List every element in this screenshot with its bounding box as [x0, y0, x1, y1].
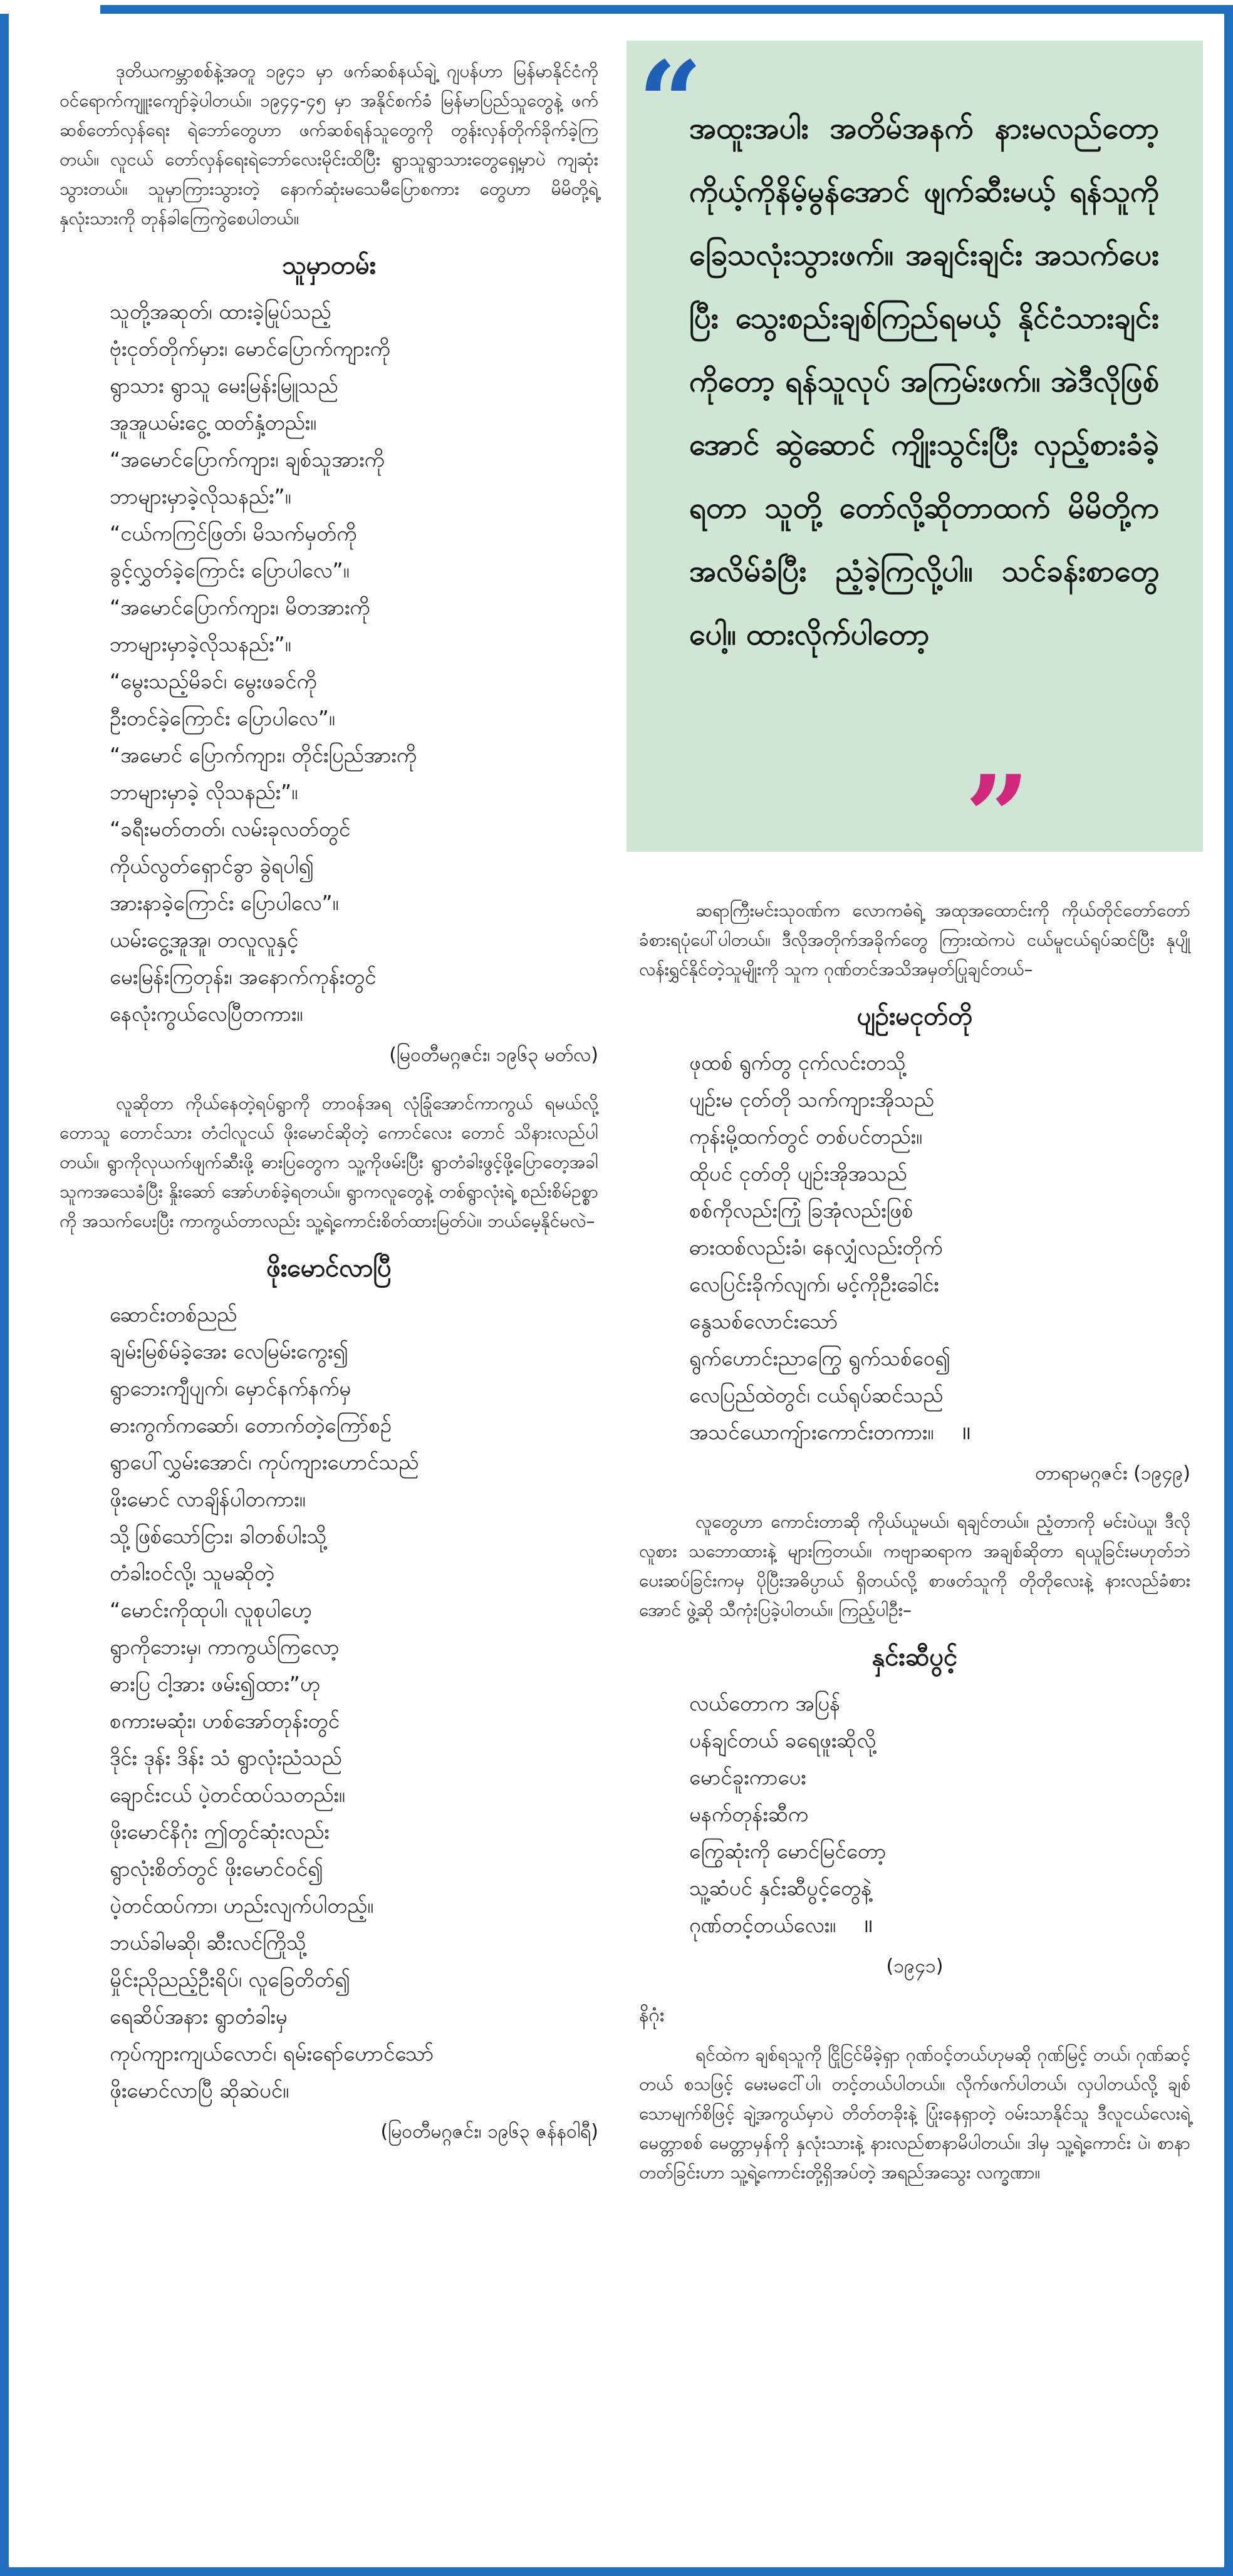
poem3-line: ပျဉ်းမ ငုတ်တို သက်ကျားအိုသည် — [689, 1087, 934, 1112]
poem1-line: အူအူယမ်းငွေ့ ထတ်နှံ့တည်း။ — [110, 410, 317, 435]
close-quote-mark-icon: ” — [965, 751, 1030, 883]
poem3-line: လေပြည်ထဲတွင်၊ ငယ်ရုပ်ဆင်သည် — [689, 1383, 944, 1407]
poem2-line: “မောင်းကိုထုပါ၊ လူစုပါဟေ့ — [110, 1598, 312, 1622]
paragraph-3: ဆရာကြီးမင်းသုဝဏ်က လောကဓံရဲ့ အထုအထောင်းကို ကိုယ်တိုင်တော်တော်ခံစားရပုံပေါ်ပါတယ်။ ဒီလိုအတိုက်အခိုက်တွေ ကြားထဲကပဲ ငယ်မူငယ်ရုပ်ဆင်ပြီး နုပျိုလန်းရွှင်နိုင်တဲ့သူမျိုးကို သူက ဂုဏ်တင်အသိအမှတ်ပြုချင်တယ်– — [639, 900, 1190, 980]
poem1-line: ဦးတင်ခဲ့ကြောင်း ပြောပါလေ”။ — [110, 706, 335, 730]
poem1-line: ယမ်းငွေ့အူအူ၊ တလူလူနှင့် — [110, 928, 299, 952]
poem4-line — [689, 1906, 1190, 1943]
poem1-line: ရွာသား ရွာသူ မေးမြန်းမြူသည် — [110, 373, 338, 398]
poem2-line: ကုပ်ကျားကျယ်လောင်၊ ရမ်းရော်ဟောင်သော် — [110, 2041, 434, 2066]
poem1-line: ခွင့်လွှတ်ခဲ့ကြောင်း ပြောပါလေ”။ — [110, 558, 350, 582]
poem3-last-line: အသင်ယောကျ်ားကောင်းတကား။ — [689, 1420, 934, 1444]
poem3-line: ထိုပင် ငုတ်တို ပျဉ်းအိုအသည် — [689, 1161, 907, 1186]
poem3-line: လေပြင်းခိုက်လျက်၊ မင့်ကိုဦးခေါင်း — [689, 1272, 939, 1296]
poem3-line: နွေသစ်လောင်းသော် — [689, 1309, 838, 1333]
poem2-line: ဘယ်ခါမဆို၊ ဆီးလင်ကြိုသို့ — [110, 1930, 306, 1955]
poem4-title: နှင်းဆီပွင့် — [871, 1643, 958, 1672]
poem4-line: မောင်ခူးကာပေး — [689, 1765, 806, 1789]
poem3-citation: တာရာမဂ္ဂဇင်း (၁၉၄၉) — [1035, 1462, 1190, 1484]
poem2-line: ဓားပြ ငါ့အား ဖမ်း၍ထား”ဟု — [110, 1672, 321, 1696]
left-column — [60, 56, 598, 2165]
poem1-body — [110, 293, 598, 1032]
poem1-line: အားနာခဲ့ကြောင်း ပြောပါလေ”။ — [110, 891, 339, 915]
poem1-line: သူတို့အဆုတ်၊ ထားခဲ့မြုပ်သည့် — [110, 299, 331, 324]
page-border-top-inner — [100, 0, 1233, 5]
pull-quote-box — [627, 37, 1203, 883]
poem1-line: ကိုယ်လွတ်ရှောင်ခွာ ခွဲရပါ၍ — [110, 854, 315, 878]
poem4-last-line: ဂုဏ်တင့်တယ်လေး။ — [689, 1913, 836, 1937]
poem2-line: ရွာကိုဘေးမှ၊ ကာကွယ်ကြလော့ — [110, 1635, 340, 1659]
page-border-bottom — [0, 2567, 1233, 2576]
poem1-line: “အမောင်ပြောက်ကျား၊ မိတအားကို — [110, 595, 370, 619]
poem4-citation: (၁၉၄၁) — [886, 1955, 944, 1977]
poem3-line: ဓားထစ်လည်းခံ၊ နေလျှံလည်းတိုက် — [689, 1235, 943, 1260]
poem4-end-mark: ॥ — [861, 1915, 873, 1937]
pull-quote-text: အထူးအပါး အတိမ်အနက် နားမလည်တော့ ကိုယ့်ကိုနိမ့်မွန်အောင် ဖျက်ဆီးမယ့် ရန်သူကို ခြေသလုံးသွားဖက်။ အချင်းချင်း အသက်ပေးပြီး သွေးစည်းချစ်ကြည်ရမယ့် နိုင်ငံသားချင်းကိုတော့ ရန်သူလုပ် အကြမ်းဖက်။ အဲဒီလိုဖြစ်အောင် ဆွဲဆောင် ကျိုးသွင်းပြီး လှည့်စားခံခဲ့ရတာ သူတို့ တော်လို့ဆိုတာထက် မိမိတို့က အလိမ်ခံပြီး ညံ့ခဲ့ကြလို့ပါ။ သင်ခန်းစာတွေပေါ့။ ထားလိုက်ပါတော့ — [689, 111, 1159, 652]
poem3-line — [689, 1414, 1190, 1451]
poem2-line: ရွာဘေးကျီပျက်၊ မှောင်နက်နက်မှ — [110, 1376, 351, 1400]
poem1-line: “အမောင် ပြောက်ကျား၊ တိုင်းပြည်အားကို — [110, 743, 417, 767]
poem2-line: စကားမဆုံး၊ ဟစ်အော်တုန်းတွင် — [110, 1709, 340, 1733]
poem2-line: သို့ဖြစ်သော်ငြား၊ ခါတစ်ပါးသို့ — [110, 1524, 327, 1548]
poem4-line: မနက်တုန်းဆီက — [689, 1802, 809, 1826]
page-border-top-gap — [0, 0, 100, 14]
poem3-line: ကုန်းမို့ထက်တွင် တစ်ပင်တည်း။ — [689, 1124, 922, 1149]
poem4-line: သူ့ဆံပင် နှင်းဆီပွင့်တွေနဲ့ — [689, 1876, 872, 1900]
poem4-line: ကြွေဆုံးကို မောင်မြင်တော့ — [689, 1839, 887, 1863]
poem1-line: ဘာများမှာခဲ့လိုသနည်း”။ — [110, 484, 291, 509]
poem2-line: ပဲ့တင်ထပ်ကာ၊ ဟည်းလျက်ပါတည့်။ — [110, 1893, 374, 1918]
poem1-line: နေလုံးကွယ်လေပြီတကား။ — [110, 1001, 303, 1026]
poem2-line: ချမ်းမြစ်မ်ခဲ့အေး လေမြမ်းကွေး၍ — [110, 1339, 348, 1363]
page-border-left — [0, 0, 9, 2576]
poem2-body — [110, 1296, 598, 2109]
paragraph-4: လူတွေဟာ ကောင်းတာဆို ကိုယ်ယူမယ်၊ ရချင်တယ်။ ညံ့တာကို မင်းပဲယူ၊ ဒီလိုလူစား သဘောထားနဲ့ များကြတယ်။ ကဗျာဆရာက အချစ်ဆိုတာ ရယူခြင်းမဟုတ်ဘဲ ပေးဆပ်ခြင်းကမှ ပိုပြီးအဓိပ္ပာယ် ရှိတယ်လို့ စာဖတ်သူကို တိုတိုလေးနဲ့ နားလည်ခံစားအောင် ဖွဲ့ဆို သီကုံးပြခဲ့ပါတယ်။ ကြည့်ပါဦး– — [639, 1511, 1190, 1620]
poem2-line: ဖိုးမောင်လာပြီ ဆိုဆဲပင်။ — [110, 2078, 289, 2103]
poem3-body — [689, 1044, 1190, 1451]
poem3-line: စစ်ကိုလည်းကြုံ ခြအုံလည်းဖြစ် — [689, 1198, 913, 1223]
poem3-title: ပျဉ်းမငုတ်တို — [856, 1002, 973, 1031]
poem2-line: ချောင်းငယ် ပဲ့တင်ထပ်သတည်း။ — [110, 1782, 345, 1807]
poem1-title: သူမှာတမ်း — [282, 251, 376, 280]
poem1-line: ဘာများမှာခဲ့ လိုသနည်း”။ — [110, 780, 298, 804]
poem2-line: ရေဆိပ်အနား ရွာတံခါးမှ — [110, 2004, 288, 2029]
open-quote-mark-icon: “ — [638, 37, 703, 169]
poem2-line: ဓားကွက်ကဆော်၊ တောက်တဲ့ကြော်စဉ် — [110, 1413, 392, 1437]
poem3-line: ဖုထစ် ရွက်တွ ငုက်လင်းတသို့ — [689, 1050, 906, 1075]
poem2-line: မှိုင်းညိုညည့်ဦးရိပ်၊ လူခြေတိတ်၍ — [110, 1967, 350, 1992]
poem2-line: ဒိုင်း ဒုန်း ဒိန်း သံ ရွာလုံးညံသည် — [110, 1746, 342, 1770]
poem1-line: ဗုံးငုတ်တိုက်မှား၊ မောင်ပြောက်ကျားကို — [110, 336, 390, 361]
poem2-line: ဖိုးမောင် လာချိန်ပါတကား။ — [110, 1487, 306, 1511]
poem1-line: မေးမြန်းကြတုန်း၊ အနောက်ကုန်းတွင် — [110, 965, 377, 989]
poem3-end-mark: ॥ — [960, 1422, 972, 1444]
poem1-citation: (မြဝတီမဂ္ဂဇင်း၊ ၁၉၆၃ မတ်လ) — [389, 1044, 598, 1066]
poem4-line: လယ်တောက အပြန် — [689, 1691, 841, 1715]
paragraph-5: ရင်ထဲက ချစ်ရသူကို ငြိုငြင်မိခဲ့ရှာ ဂုဏ်ဝင့်တယ်ဟုမဆို ဂုဏ်မြင့် တယ်၊ ဂုဏ်ဆင့်တယ် စသဖြင့် မေးမငေါ်ပါ၊ တင့်တယ်ပါတယ်။ လိုက်ဖက်ပါတယ်၊ လှပါတယ်လို့ ချစ်သောမျက်စိဖြင့် ချဲ့အကွယ်မှာပဲ တိတ်တခိုးနဲ့ ပြုံးနေရှာတဲ့ ဝမ်းသာနိုင်သူ ဒီလူငယ်လေးရဲ့ မေတ္တာစစ် မေတ္တာမှန်ကို နှလုံးသားနဲ့ နားလည်စာနာမိပါတယ်။ ဒါမှ သူ့ရဲ့ကောင်း ပဲ၊ စာနာတတ်ခြင်းဟာ သူ့ရဲ့ကောင်းတို့ရှိအပ်တဲ့ အရည်အသွေး လက္ခဏာ။ — [639, 2044, 1190, 2183]
poem3-line: ရွက်ဟောင်းညာကြွေ ရွက်သစ်ဝေ၍ — [689, 1346, 950, 1370]
right-column — [639, 896, 1190, 2203]
poem2-line: ဖိုးမောင်နိဂုံး ဤတွင်ဆုံးလည်း — [110, 1819, 330, 1844]
poem1-line: “ငယ်ကကြင်ဖြတ်၊ မိသက်မှတ်ကို — [110, 521, 357, 546]
poem1-line: “မွေးသည့်မိခင်၊ မွေးဖခင်ကို — [110, 669, 317, 693]
page-border-right — [1224, 0, 1233, 2576]
paragraph-2: လူဆိုတာ ကိုယ်နေတဲ့ရပ်ရွာကို တာဝန်အရ လုံခြုံအောင်ကာကွယ် ရမယ်လို့ တောသူ တောင်သား တံငါလူငယ် ဖိုးမောင်ဆိုတဲ့ ကောင်လေး တောင် သိနားလည်ပါတယ်။ ရွာကိုလုယက်ဖျက်ဆီးဖို့ ဓားပြတွေက သူ့ကိုဖမ်းပြီး ရွာတံခါးဖွင့်ဖို့ပြောတေ့အခါ သူကအသေခံပြီး နှိုးဆော် အော်ဟစ်ခဲ့ရတယ်။ ရွာကလူတွေနဲ့ တစ်ရွာလုံးရဲ့ စည်းစိမ်ဥစ္စာကို အသက်ပေးပြီး ကာကွယ်တာလည်း သူ့ရဲ့ကောင်းစိတ်ထားမြတ်ပဲ။ ဘယ်မေ့နိုင်မလဲ– — [60, 1093, 598, 1231]
poem4-body — [689, 1685, 1190, 1943]
poem4-line: ပန်ချင်တယ် ခရေဖူးဆိုလို့ — [689, 1728, 877, 1752]
poem2-line: တံခါးဝင်လို့၊ သူမဆိုတဲ့ — [110, 1561, 275, 1585]
poem1-line: “ခရီးမတ်တတ်၊ လမ်းခုလတ်တွင် — [110, 817, 351, 841]
section-label: နိဂုံး — [639, 2004, 665, 2026]
poem2-line: ရွာပေါ်လွှမ်းအောင်၊ ကုပ်ကျားဟောင်သည် — [110, 1450, 419, 1474]
poem1-line: “အမောင်ပြောက်ကျား၊ ချစ်သူအားကို — [110, 447, 385, 472]
poem2-title: ဖိုးမောင်လာပြီ — [266, 1254, 392, 1283]
poem2-line: ဆောင်းတစ်ညည် — [110, 1302, 237, 1327]
poem2-line: ရွာလုံးစိတ်တွင် ဖိုးမောင်ဝင်၍ — [110, 1856, 323, 1881]
poem1-line: ဘာများမှာခဲ့လိုသနည်း”။ — [110, 632, 291, 656]
intro-paragraph: ဒုတိယကမ္ဘာစစ်နဲ့အတူ ၁၉၄၁ မှာ ဖက်ဆစ်နယ်ချဲ့ ဂျပန်ဟာ မြန်မာနိုင်ငံကို ဝင်ရောက်ကျူးကျော်ခဲ့ပါတယ်။ ၁၉၄၄-၄၅ မှာ အနိုင်စက်ခံ မြန်မာပြည်သူတွေနဲ့ ဖက်ဆစ်တော်လှန်ရေး ရဲဘော်တွေဟာ ဖက်ဆစ်ရန်သူတွေကို တွန်းလှန်တိုက်ခိုက်ခဲ့ကြတယ်။ လူငယ် တော်လှန်ရေးရဲဘော်လေးမိုင်းထိပြီး ရွာသူရွာသားတွေရှေ့မှာပဲ ကျဆုံးသွားတယ်။ သူမှာကြားသွားတဲ့ နောက်ဆုံးမသေမီပြောစကား တွေဟာ မိမိတို့ရဲ့ နှလုံးသားကို တုန်ခါကြေကွဲစေပါတယ်။ — [60, 61, 598, 229]
poem2-citation: (မြဝတီမဂ္ဂဇင်း၊ ၁၉၆၃ ဇန်နဝါရီ) — [380, 2121, 598, 2143]
